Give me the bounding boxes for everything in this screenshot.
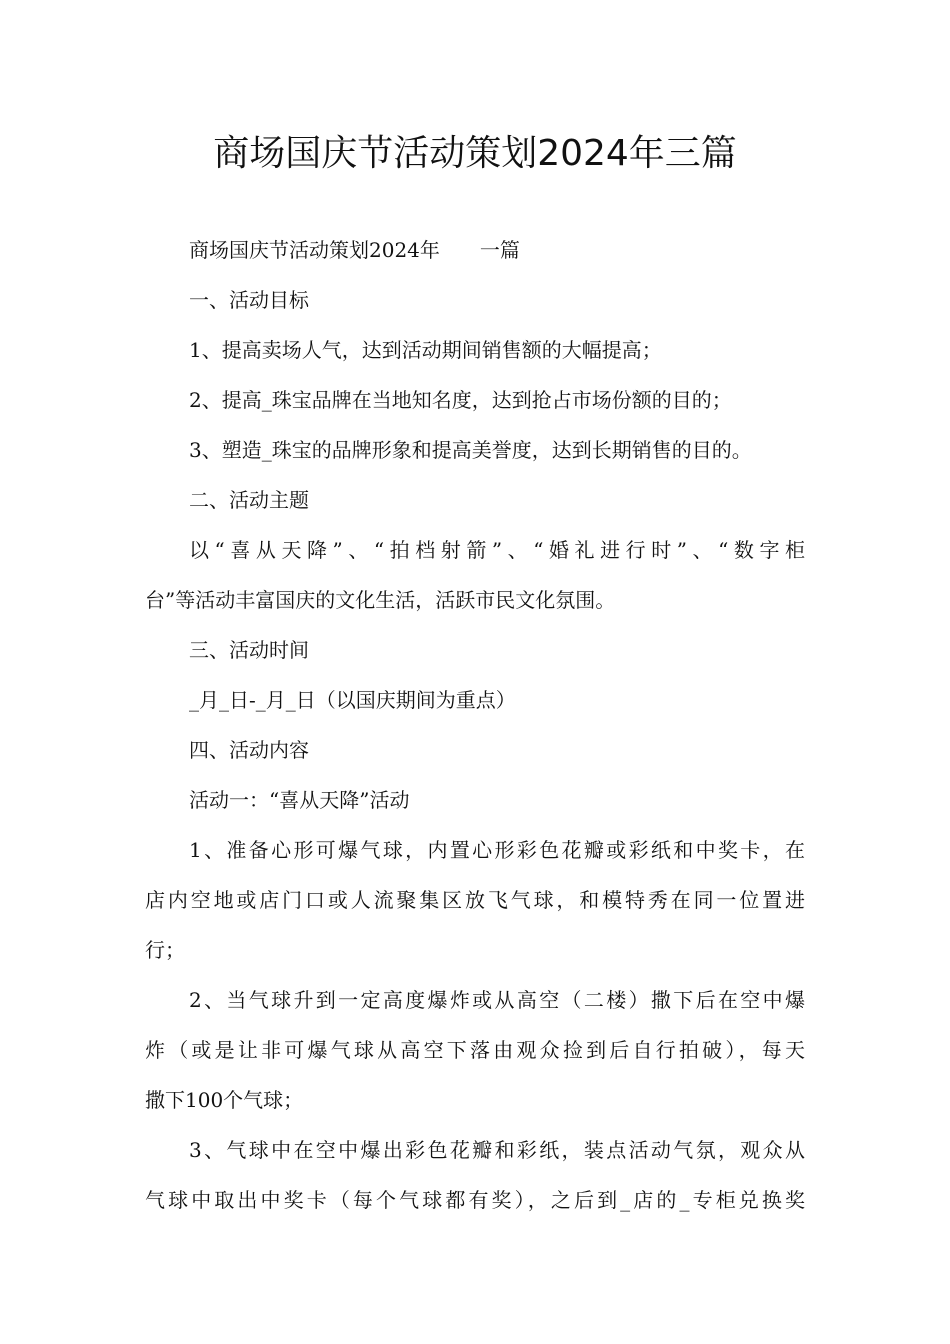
heading-content: 四、活动内容 bbox=[189, 738, 309, 762]
paragraph-line: 台”等活动丰富国庆的文化生活，活跃市民文化氛围。 bbox=[145, 588, 616, 612]
paragraph-line: 以“喜从天降”、“拍档射箭”、“婚礼进行时”、“数字柜 bbox=[189, 538, 805, 562]
paragraph-line: 撒下100个气球； bbox=[145, 1088, 304, 1112]
heading-goals: 一、活动目标 bbox=[189, 288, 309, 312]
paragraph-line: 2、当气球升到一定高度爆炸或从高空（二楼）撒下后在空中爆 bbox=[189, 988, 805, 1012]
paragraph-line: 行； bbox=[145, 938, 185, 962]
paragraph-line: 3、塑造_珠宝的品牌形象和提高美誉度，达到长期销售的目的。 bbox=[189, 438, 752, 462]
activity-title: 活动一：“喜从天降”活动 bbox=[189, 788, 410, 812]
section-subtitle: 商场国庆节活动策划2024年 一篇 bbox=[189, 238, 520, 262]
paragraph-line: 炸（或是让非可爆气球从高空下落由观众捡到后自行拍破），每天 bbox=[145, 1038, 805, 1062]
paragraph-line: 店内空地或店门口或人流聚集区放飞气球，和模特秀在同一位置进 bbox=[145, 888, 805, 912]
paragraph-line: 1、提高卖场人气，达到活动期间销售额的大幅提高； bbox=[189, 338, 662, 362]
heading-theme: 二、活动主题 bbox=[189, 488, 309, 512]
document-title: 商场国庆节活动策划2024年三篇 bbox=[213, 133, 737, 174]
paragraph-line: _月_日-_月_日（以国庆期间为重点） bbox=[189, 688, 516, 712]
paragraph-line: 2、提高_珠宝品牌在当地知名度，达到抢占市场份额的目的； bbox=[189, 388, 732, 412]
paragraph-line: 气球中取出中奖卡（每个气球都有奖），之后到_店的_专柜兑换奖 bbox=[145, 1188, 805, 1212]
paragraph-line: 3、气球中在空中爆出彩色花瓣和彩纸，装点活动气氛，观众从 bbox=[189, 1138, 805, 1162]
paragraph-line: 1、准备心形可爆气球，内置心形彩色花瓣或彩纸和中奖卡，在 bbox=[189, 838, 805, 862]
heading-time: 三、活动时间 bbox=[189, 638, 309, 662]
